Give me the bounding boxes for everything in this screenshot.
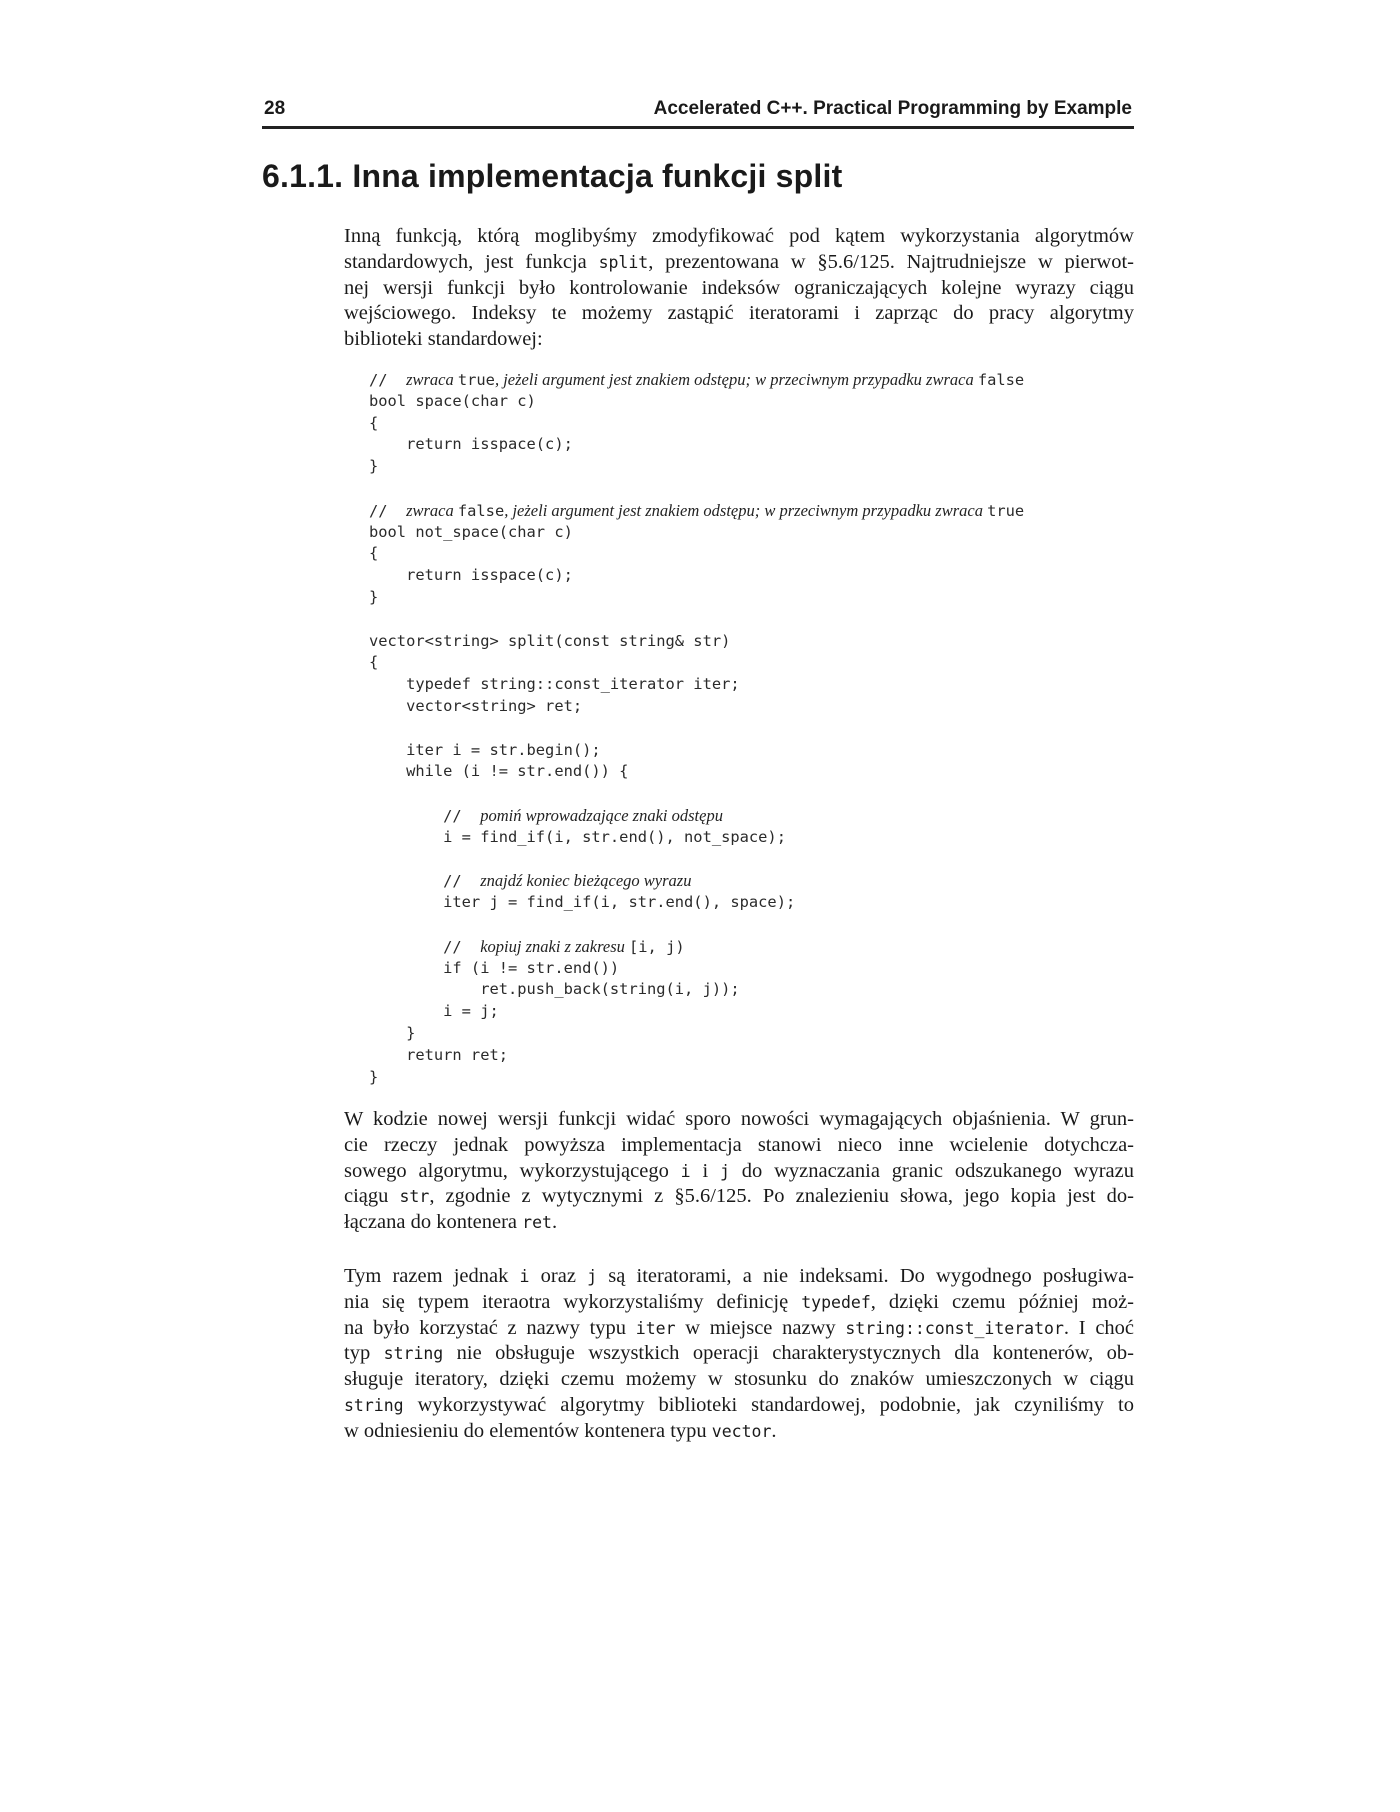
code-blank-line: [369, 609, 1024, 631]
text-line: sługuje iteratory, dzięki czemu możemy w stosunku do znaków umieszczonych w ciągu: [344, 1368, 1134, 1391]
page-number: 28: [264, 98, 286, 119]
paragraph-intro: [344, 224, 1134, 353]
book-title: Accelerated C++. Practical Programming by Example: [653, 98, 1132, 119]
comment-slashes: //: [369, 806, 481, 825]
text-run: typ: [344, 1342, 384, 1365]
text-line: [344, 1184, 1134, 1210]
text-run: . I choć: [1063, 1316, 1135, 1339]
inline-code: ret: [522, 1213, 552, 1233]
paragraph-explanation: [344, 1107, 1134, 1236]
inline-code: false: [457, 501, 505, 520]
comment-text: znajdź koniec bieżącego wyrazu: [480, 871, 692, 891]
inline-code: iter: [635, 1318, 676, 1338]
text-run: .: [551, 1211, 558, 1234]
inline-code: i: [519, 1267, 530, 1286]
text-run: wykorzystywać algorytmy biblioteki standardowej, podobnie, jak czyniliśmy to: [403, 1393, 1134, 1416]
inline-code: true: [457, 371, 495, 389]
text-run: Tym razem jednak: [344, 1265, 520, 1287]
text-line: cie rzeczy jednak powyższa implementacja stanowi nieco inne wcielenie dotychcza-: [344, 1133, 1134, 1156]
code-line: }: [369, 457, 379, 476]
code-blank-line: [369, 478, 1024, 500]
code-line: {: [369, 413, 379, 432]
code-line: return isspace(c);: [369, 435, 573, 454]
comment-slashes: //: [369, 937, 481, 956]
code-line: bool space(char c): [369, 391, 536, 410]
code-line: iter j = find_if(i, str.end(), space);: [369, 893, 796, 912]
code-line: vector<string> ret;: [369, 696, 583, 715]
text-line: [344, 1210, 1134, 1236]
paragraph-iterators: [344, 1264, 1134, 1445]
code-comment-line: [369, 500, 1024, 522]
code-listing: [369, 369, 1024, 1088]
text-run: w odniesieniu do elementów kontenera typu: [344, 1419, 712, 1442]
inline-code: string: [383, 1344, 444, 1364]
code-blank-line: [369, 849, 1024, 871]
code-line: i = j;: [369, 1002, 499, 1021]
text-line: [344, 1159, 1134, 1185]
comment-text: , jeżeli argument jest znakiem odstępu; w przeciwnym przypadku zwraca: [504, 500, 988, 520]
code-line: if (i != str.end()): [369, 958, 620, 977]
inline-code: string::const_iterator: [845, 1318, 1064, 1338]
text-run: oraz: [529, 1265, 588, 1287]
text-line: Inną funkcją, którą moglibyśmy zmodyfikować pod kątem wykorzystania algorytmów: [344, 225, 1134, 247]
code-line: {: [369, 653, 379, 672]
inline-code: j: [587, 1267, 598, 1286]
text-line: W kodzie nowej wersji funkcji widać sporo nowości wymagających objaśnienia. W grun-: [344, 1108, 1134, 1130]
code-comment-line: [369, 369, 1024, 391]
code-line: iter i = str.begin();: [369, 740, 601, 759]
text-run: i: [690, 1159, 720, 1182]
text-run: , zgodnie z wytycznymi z §5.6/125. Po znalezieniu słowa, jego kopia jest do-: [429, 1185, 1134, 1208]
text-run: nia się typem iteraotra wykorzystaliśmy definicję: [344, 1290, 802, 1313]
code-line: }: [369, 1067, 379, 1086]
comment-text: zwraca: [406, 500, 458, 520]
text-run: nie obsługuje wszystkich operacji charakterystycznych dla kontenerów, ob-: [443, 1342, 1135, 1365]
text-run: , prezentowana w §5.6/125. Najtrudniejsze w pierwot-: [648, 250, 1134, 273]
text-run: do wyznaczania granic odszukanego wyrazu: [729, 1159, 1135, 1182]
text-run: .: [771, 1419, 777, 1442]
code-blank-line: [369, 718, 1024, 740]
code-blank-line: [369, 914, 1024, 936]
inline-code: true: [987, 501, 1025, 520]
text-line: [344, 1316, 1134, 1342]
inline-code: j: [719, 1161, 730, 1181]
text-line: [344, 1264, 1134, 1290]
code-comment-line: [369, 805, 1024, 827]
code-line: vector<string> split(const string& str): [369, 631, 731, 650]
text-run: sowego algorytmu, wykorzystującego: [344, 1159, 681, 1182]
code-comment-line: [369, 936, 1024, 958]
comment-text: pomiń wprowadzające znaki odstępu: [480, 805, 723, 825]
text-run: , dzięki czemu później moż-: [870, 1290, 1134, 1313]
text-line: nej wersji funkcji było kontrolowanie indeksów ograniczających kolejne wyrazy ciągu: [344, 276, 1134, 299]
code-line: ret.push_back(string(i, j));: [369, 980, 740, 999]
text-run: na było korzystać z nazwy typu: [344, 1316, 636, 1339]
text-line: [344, 1419, 1134, 1445]
inline-code: str: [399, 1187, 430, 1207]
inline-code: vector: [711, 1421, 772, 1441]
comment-text: kopiuj znaki z zakresu: [480, 936, 629, 956]
code-comment-line: [369, 870, 1024, 892]
text-run: w miejsce nazwy: [675, 1316, 846, 1339]
text-line: biblioteki standardowej:: [344, 328, 543, 351]
text-run: łączana do kontenera: [344, 1211, 523, 1234]
comment-slashes: //: [369, 501, 407, 520]
code-line: return ret;: [369, 1045, 508, 1064]
code-line: {: [369, 544, 379, 563]
code-line: }: [369, 587, 379, 606]
comment-text: , jeżeli argument jest znakiem odstępu; w przeciwnym przypadku zwraca: [494, 370, 978, 389]
comment-slashes: //: [369, 371, 407, 389]
comment-text: zwraca: [406, 370, 458, 389]
text-run: ciągu: [344, 1185, 400, 1208]
inline-code: false: [977, 371, 1025, 389]
inline-code: string: [344, 1395, 404, 1415]
running-header: [262, 96, 1134, 129]
inline-code: i: [680, 1161, 691, 1181]
code-line: i = find_if(i, str.end(), not_space);: [369, 827, 786, 846]
section-title: 6.1.1. Inna implementacja funkcji split: [262, 158, 843, 194]
inline-code: typedef: [801, 1292, 871, 1312]
comment-slashes: //: [369, 872, 481, 891]
text-run: są iteratorami, a nie indeksami. Do wygodnego posługiwa-: [597, 1265, 1134, 1287]
text-line: [344, 1341, 1134, 1367]
code-line: bool not_space(char c): [369, 522, 573, 541]
code-blank-line: [369, 783, 1024, 805]
text-line: [344, 1290, 1134, 1316]
code-line: }: [369, 1023, 416, 1042]
code-line: while (i != str.end()) {: [369, 762, 629, 781]
text-line: [344, 250, 1134, 276]
inline-code: [i, j): [629, 937, 685, 956]
inline-code: split: [598, 252, 649, 272]
text-run: standardowych, jest funkcja: [344, 250, 599, 273]
text-line: [344, 1393, 1134, 1419]
code-line: typedef string::const_iterator iter;: [369, 675, 740, 694]
code-line: return isspace(c);: [369, 566, 573, 585]
text-line: wejściowego. Indeksy te możemy zastąpić iteratorami i zaprząc do pracy algorytmy: [344, 302, 1134, 325]
